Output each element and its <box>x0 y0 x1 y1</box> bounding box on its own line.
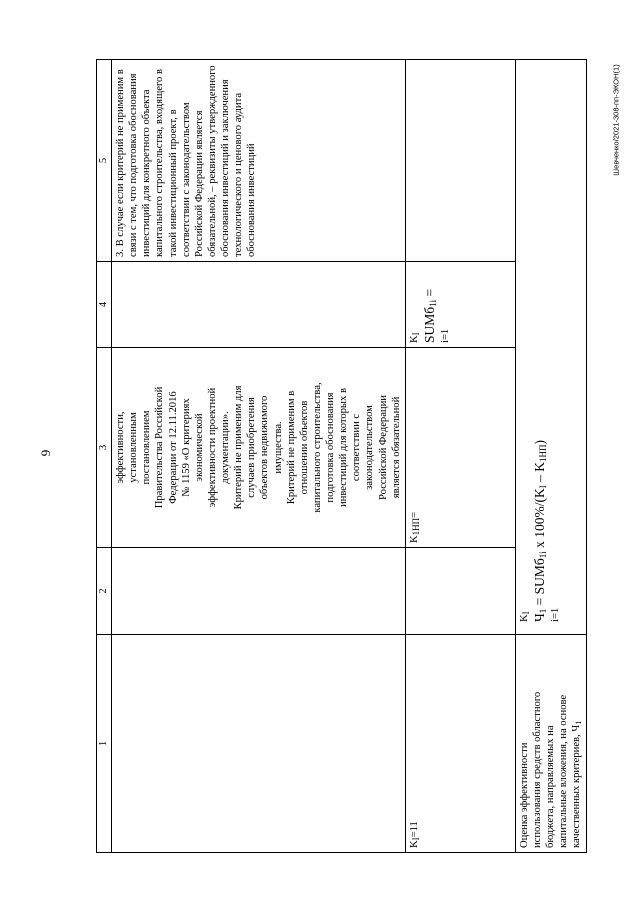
table-cell <box>112 548 406 635</box>
subscript: I <box>520 611 531 615</box>
text-line: имущества. <box>272 421 284 474</box>
subscript: 1НП <box>410 517 421 536</box>
text-line: бюджета, направляемых на <box>545 725 556 848</box>
text-line: такой инвестиционный проект, в <box>167 109 179 257</box>
subscript: I <box>410 837 421 841</box>
text-line: инвестиций для конкретного объекта <box>141 89 153 257</box>
text-line: соответствии с законодательством <box>180 102 192 257</box>
text-line: Федерации от 12.11.2016 <box>167 391 179 504</box>
text-line: подготовка обоснования <box>325 392 336 503</box>
table-cell <box>405 60 515 262</box>
table-header-row <box>97 60 112 853</box>
text-line: эффективности, <box>115 411 126 484</box>
text-line: экономической <box>193 413 205 482</box>
text-line: объектов недвижимого <box>259 395 271 500</box>
text-line: эффективности проектной <box>206 387 218 508</box>
text-line: связи с тем, что подготовка обоснования <box>128 73 140 257</box>
subscript: I <box>410 332 421 336</box>
text-line: качественных критериев, Ч1 <box>571 720 584 848</box>
column-header: 2 <box>97 548 112 635</box>
table-cell <box>112 635 406 853</box>
text-line: Правительства Российской <box>154 386 166 509</box>
evaluation-label-cell <box>515 635 586 853</box>
text-line: документации». <box>220 411 231 484</box>
table-cell <box>405 548 515 635</box>
document-code: Шевченко/2021-308-пп-ЭКОН(1) <box>611 64 621 176</box>
text-line: соответствии с <box>351 413 363 482</box>
table-row <box>405 60 515 853</box>
table-cell <box>112 262 406 348</box>
text-line: использования средств областного <box>531 691 543 848</box>
criterion-note-cell <box>112 348 406 548</box>
text-line: технологического и ценового аудита <box>233 92 245 257</box>
text-line: постановлением <box>141 410 153 485</box>
text-line: обоснования инвестиций и заключения <box>220 79 231 257</box>
text-line: инвестиций для которых в <box>338 388 350 508</box>
text-line: № 1159 «О критериях <box>180 398 192 497</box>
text-line: Оценка эффективности <box>518 742 530 848</box>
text-line: капитальные вложения, на основе <box>558 694 570 848</box>
table-row <box>112 60 406 853</box>
text-line: капитального строительства, входящего в <box>154 69 166 257</box>
text-line: капитального строительства, <box>311 382 323 513</box>
column-header: 5 <box>97 60 112 262</box>
text-line: отношении объектов <box>298 400 310 495</box>
text-line: обоснования инвестиций <box>246 143 258 257</box>
k-total-cell: $K_I=11$ <box>405 635 515 853</box>
text-line: Критерий не применим в <box>285 390 297 505</box>
subscript: 1i <box>427 299 438 307</box>
text-line: законодательством <box>364 405 376 490</box>
subscript: 1 <box>574 720 584 725</box>
rotated-table-area <box>96 60 584 853</box>
k-np-cell: $K_{1НП}=$ <box>405 348 515 548</box>
evaluation-formula: $Ч_1$ = SUMб$_{1i}$ x $100\%/(K_I - K_{1НП})$ <box>531 439 548 622</box>
column-header: 3 <box>97 348 112 548</box>
evaluation-formula-cell: $K_I$ $Ч_1$ = SUMб$_{1i}$ x $100\%/(K_I - K_{1НП})$ i=1 <box>515 60 586 635</box>
page-number: 9 <box>38 449 53 457</box>
column-header: 1 <box>97 635 112 853</box>
rotated-table-wrapper <box>96 60 584 853</box>
text-line: случаев приобретения <box>246 397 258 498</box>
table-row <box>515 60 586 853</box>
text-line: обязательной, – реквизиты утвержденного <box>206 65 218 257</box>
criteria-table <box>96 59 587 853</box>
text-line: Российской Федерации является <box>193 110 205 257</box>
text-line: является обязательной <box>390 396 402 499</box>
procedure-note-cell <box>112 60 406 262</box>
text-line: Критерий не применим для <box>233 385 245 510</box>
text-line: Российской Федерации <box>377 395 389 500</box>
text-line: установленным <box>128 412 140 483</box>
column-header: 4 <box>97 262 112 348</box>
text-line: 3. В случае если критерий не применим в <box>115 69 126 257</box>
sum-formula-cell: $K_I$ SUMб$_{1i}$ = i=1 <box>405 262 515 348</box>
